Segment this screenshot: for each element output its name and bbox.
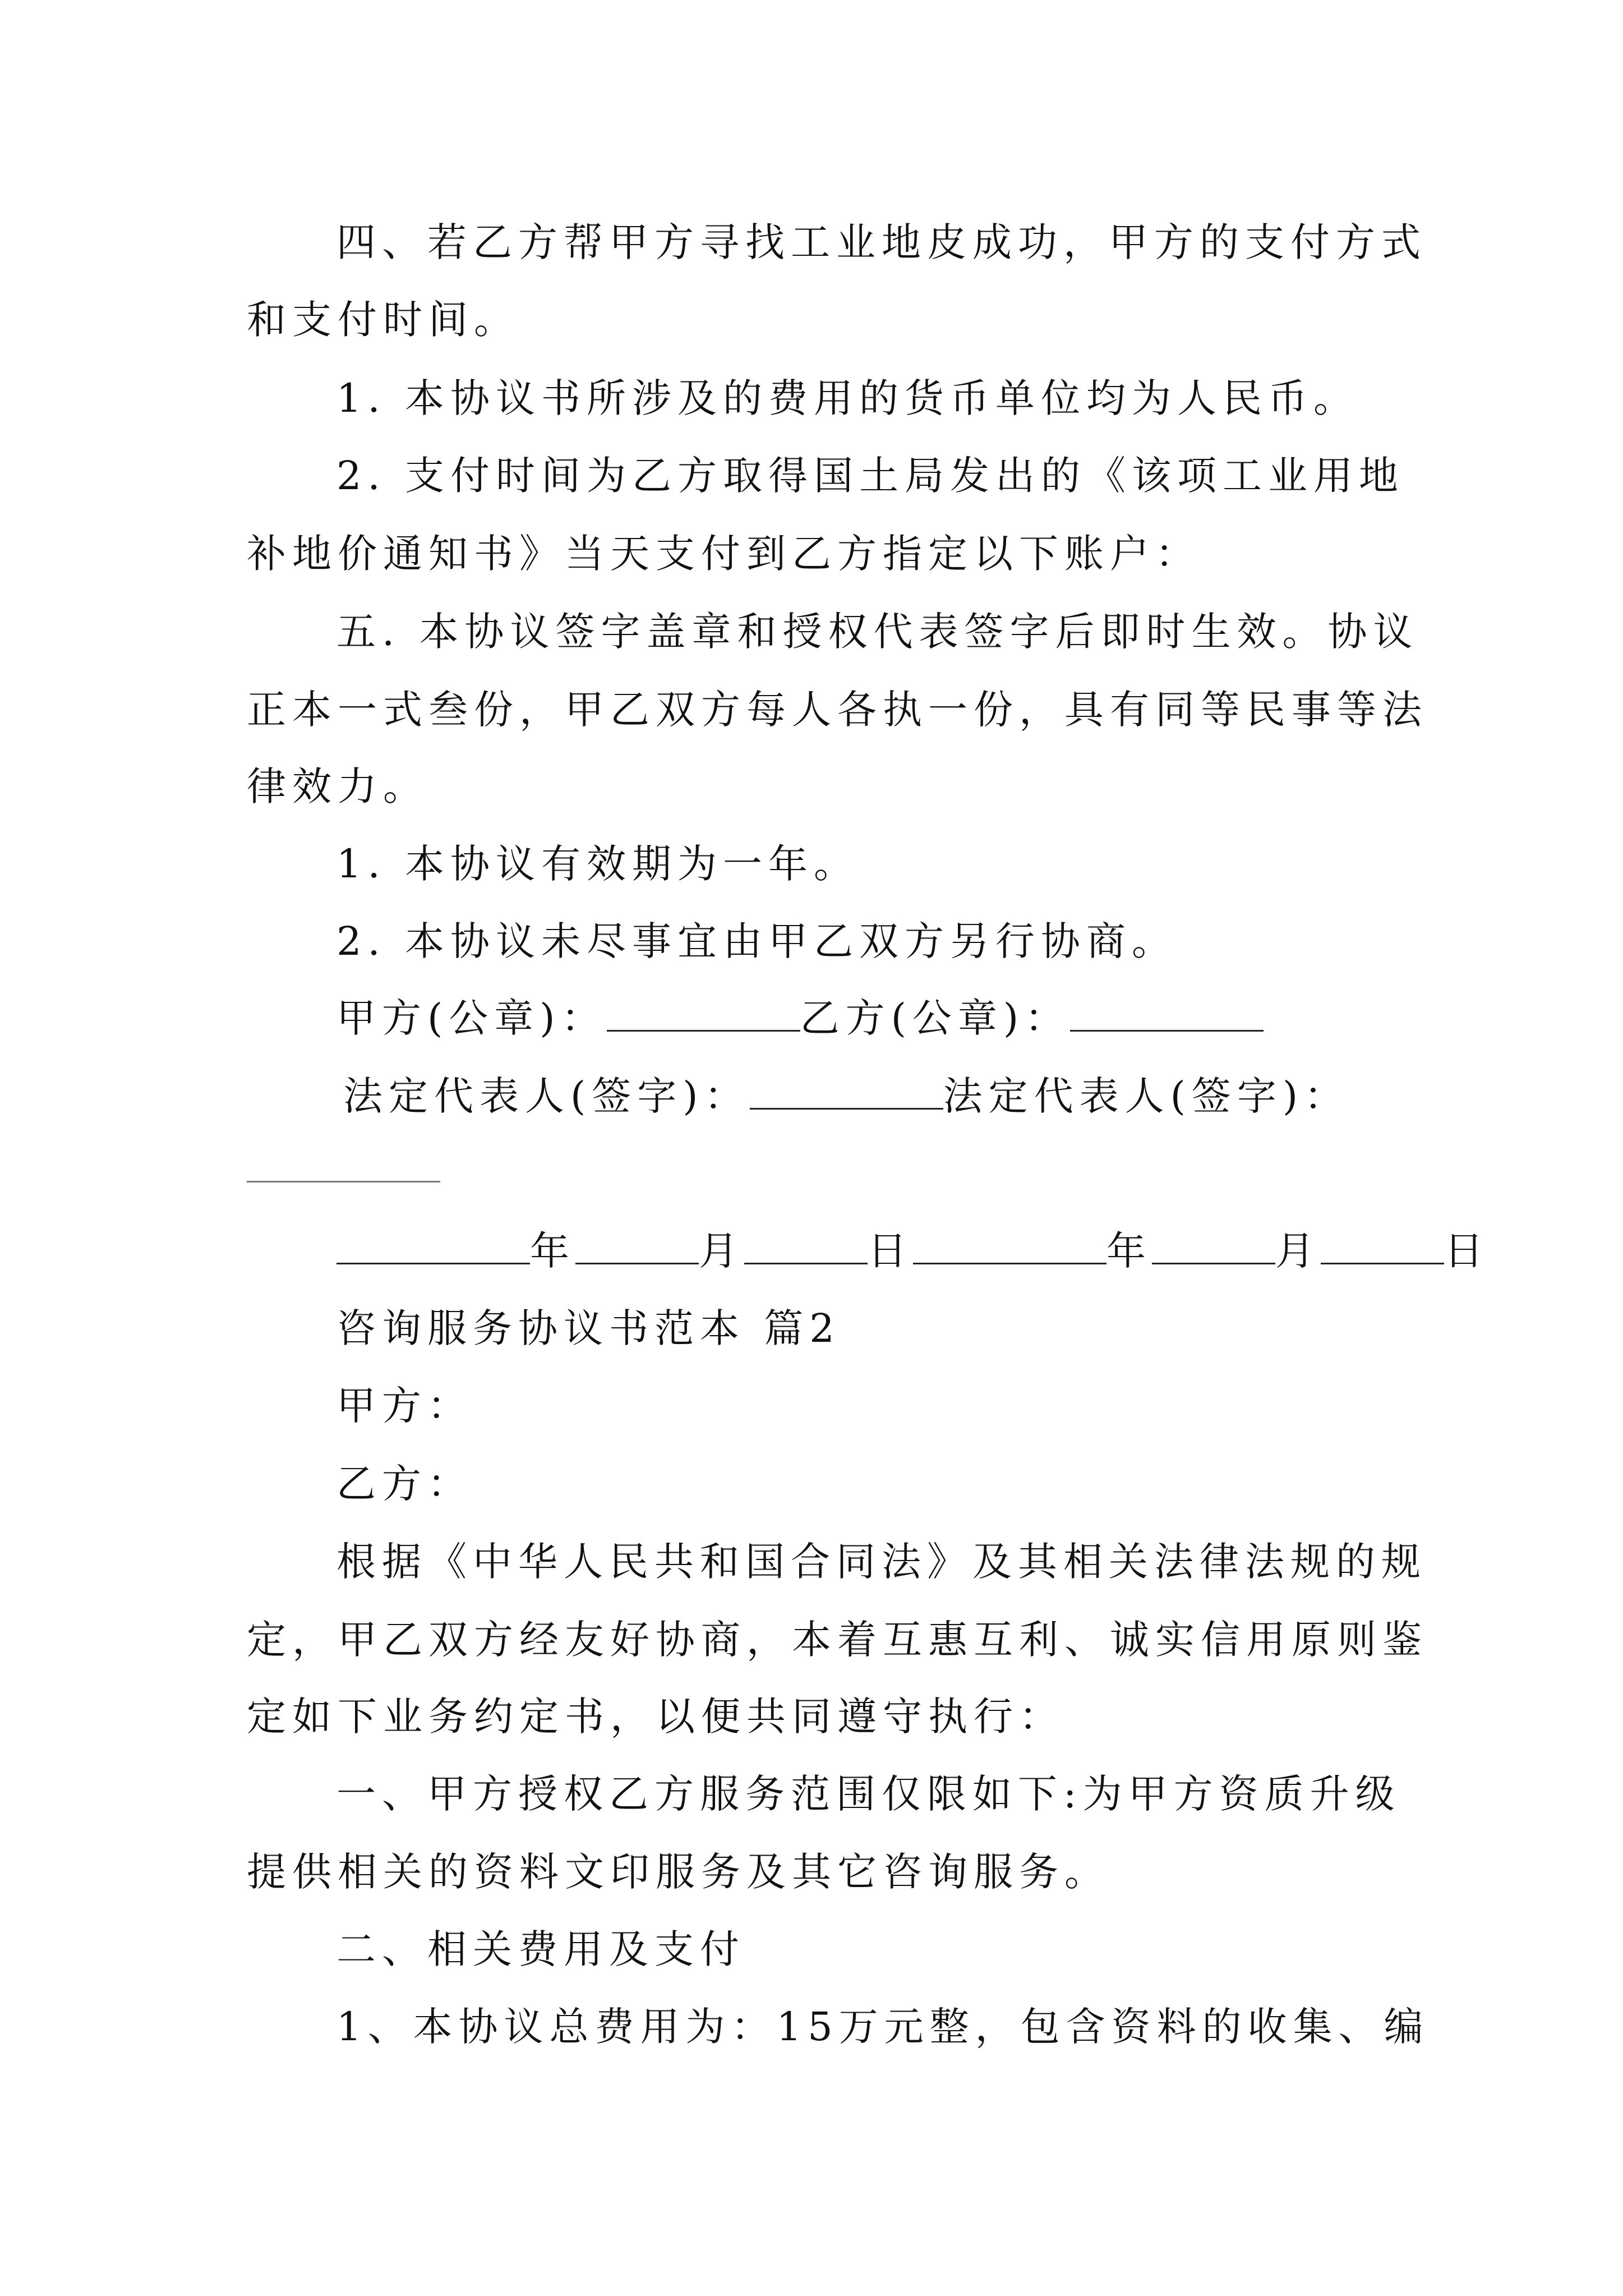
section-one-line-1: 一、甲方授权乙方服务范围仅限如下:为甲方资质升级 (336, 1771, 1401, 1817)
section-one-line-2: 提供相关的资料文印服务及其它咨询服务。 (247, 1849, 1110, 1895)
party-a-seal-label: 甲方(公章)： (336, 995, 607, 1041)
date-a-year-label: 年 (530, 1228, 575, 1274)
intro-line-1: 根据《中华人民共和国合同法》及其相关法律法规的规 (336, 1539, 1427, 1585)
date-line (336, 1228, 1490, 1273)
intro-line-3: 定如下业务约定书，以便共同遵守执行： (247, 1694, 1064, 1740)
date-a-day-blank (744, 1229, 868, 1264)
seal-line (336, 996, 1264, 1041)
paragraph-five-line-3: 律效力。 (247, 763, 428, 809)
paragraph-four-item-2-line-1: 2. 支付时间为乙方取得国土局发出的《该项工业用地 (336, 453, 1405, 499)
paragraph-five-item-1: 1. 本协议有效期为一年。 (336, 841, 860, 887)
party-b-rep-blank-wrapped (247, 1181, 440, 1182)
date-a-day-label: 日 (868, 1228, 913, 1274)
paragraph-five-item-2: 2. 本协议未尽事宜由甲乙双方另行协商。 (336, 918, 1178, 964)
date-b-month-blank (1152, 1229, 1275, 1264)
party-b-label: 乙方： (336, 1461, 473, 1507)
paragraph-four-line-2: 和支付时间。 (247, 297, 519, 343)
paragraph-four-item-2-line-2: 补地价通知书》当天支付到乙方指定以下账户： (247, 531, 1201, 577)
party-b-rep-label: 法定代表人(签字)： (943, 1073, 1350, 1119)
party-b-seal-blank (1070, 996, 1264, 1032)
party-a-rep-label: 法定代表人(签字)： (343, 1073, 750, 1119)
party-a-rep-blank (750, 1074, 943, 1110)
party-a-seal-blank (607, 996, 800, 1032)
paragraph-four-line-1: 四、若乙方帮甲方寻找工业地皮成功，甲方的支付方式 (336, 219, 1427, 265)
date-b-day-label: 日 (1444, 1228, 1490, 1274)
date-b-year-blank (913, 1229, 1106, 1264)
paragraph-five-line-2: 正本一式叁份，甲乙双方每人各执一份，具有同等民事等法 (247, 687, 1428, 733)
representative-line (343, 1074, 1349, 1119)
date-a-month-blank (575, 1229, 699, 1264)
date-b-day-blank (1321, 1229, 1444, 1264)
intro-line-2: 定，甲乙双方经友好协商，本着互惠互利、诚实信用原则鉴 (247, 1617, 1428, 1663)
paragraph-four-item-1: 1. 本协议书所涉及的费用的货币单位均为人民币。 (336, 375, 1359, 421)
party-b-seal-label: 乙方(公章)： (800, 995, 1071, 1041)
section-two-heading: 二、相关费用及支付 (336, 1926, 745, 1972)
party-a-label: 甲方： (336, 1383, 473, 1429)
date-a-year-blank (336, 1229, 530, 1264)
date-b-month-label: 月 (1275, 1228, 1321, 1274)
section-two-item-1: 1、本协议总费用为：15万元整，包含资料的收集、编 (336, 2004, 1430, 2050)
date-a-month-label: 月 (699, 1228, 744, 1274)
paragraph-five-line-1: 五. 本协议签字盖章和授权代表签字后即时生效。协议 (336, 609, 1419, 655)
section-title-2: 咨询服务协议书范本 篇2 (336, 1305, 841, 1351)
date-b-year-label: 年 (1106, 1228, 1152, 1274)
